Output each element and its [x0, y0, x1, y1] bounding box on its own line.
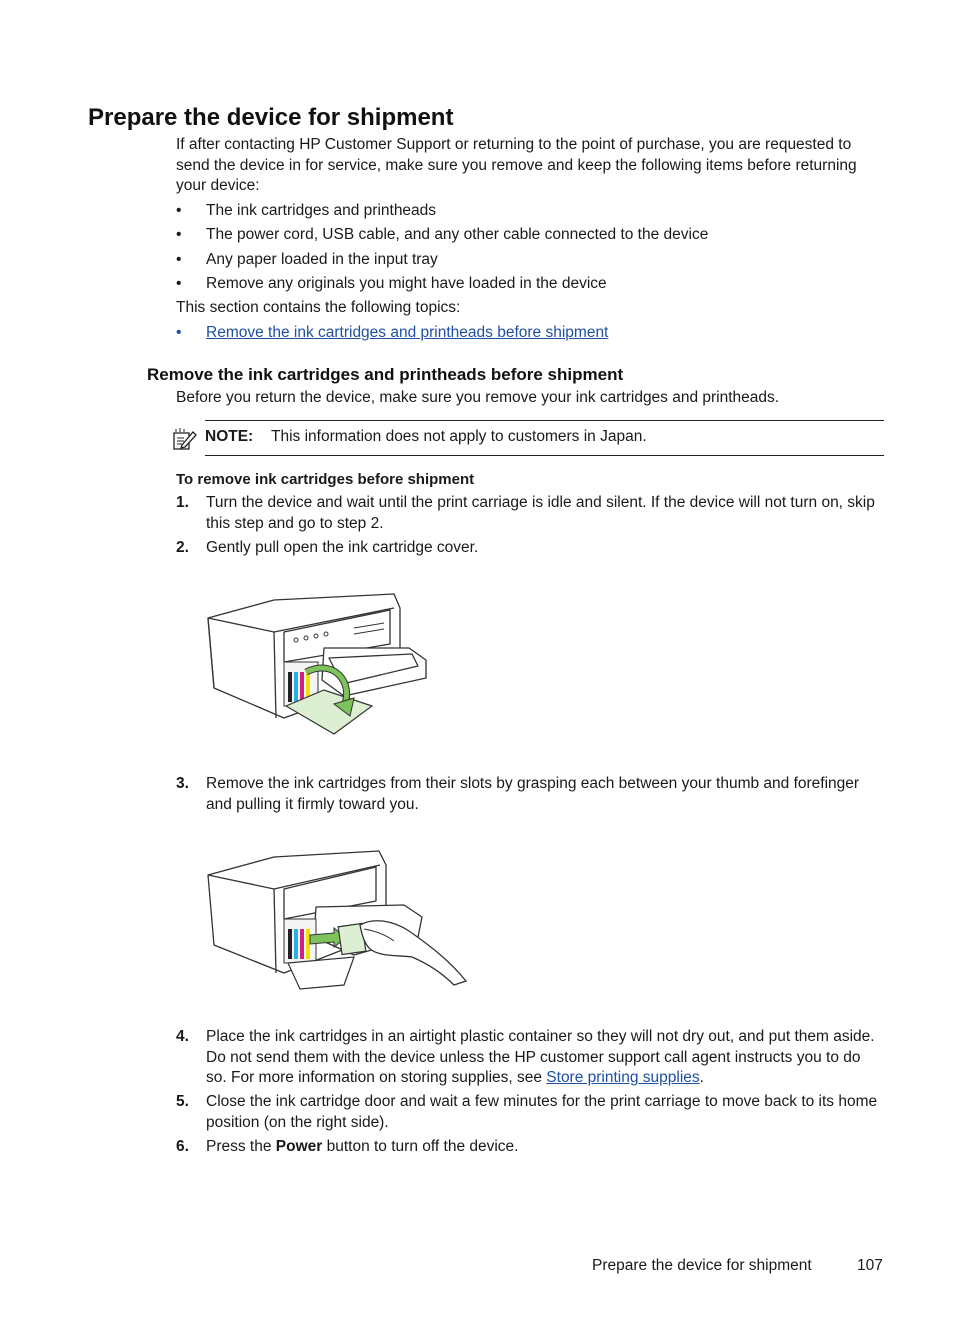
- step-text: Close the ink cartridge door and wait a few minutes for the print carriage to move back to its home position (on the right side).: [206, 1093, 878, 1131]
- store-printing-supplies-link[interactable]: Store printing supplies: [546, 1069, 700, 1086]
- step-number: 2.: [176, 539, 189, 556]
- bullet-marker: •: [176, 251, 182, 268]
- topics-intro: This section contains the following topics:: [176, 299, 461, 316]
- list-item-text: The power cord, USB cable, and any other cable connected to the device: [206, 226, 709, 243]
- page-title: Prepare the device for shipment: [88, 104, 454, 131]
- page-number: 107: [857, 1257, 883, 1274]
- step-text: Gently pull open the ink cartridge cover.: [206, 539, 479, 556]
- step-text: [206, 1027, 884, 1089]
- illustration-remove-cartridges: [204, 845, 468, 991]
- procedure-title: To remove ink cartridges before shipment: [176, 471, 475, 488]
- bullet-marker: •: [176, 324, 182, 341]
- step-number: 4.: [176, 1028, 189, 1045]
- step-number: 6.: [176, 1138, 189, 1155]
- illustration-open-cartridge-cover: [204, 588, 430, 738]
- step-number: 3.: [176, 775, 189, 792]
- section-intro: Before you return the device, make sure you remove your ink cartridges and printheads.: [176, 389, 780, 406]
- step-text-part: .: [699, 1069, 704, 1086]
- intro-paragraph: If after contacting HP Customer Support or returning to the point of purchase, you are requested to send the device in for service, make sure you remove and keep the following items before returning your device:: [176, 136, 857, 194]
- note-pencil-icon: [172, 427, 198, 451]
- step-text: [206, 1137, 884, 1158]
- bullet-marker: •: [176, 226, 182, 243]
- note-box: [205, 420, 884, 456]
- step-number: 1.: [176, 494, 189, 511]
- step-text: Turn the device and wait until the print carriage is idle and silent. If the device will not turn on, skip this step and go to step 2.: [206, 494, 875, 532]
- footer-section-title: Prepare the device for shipment: [592, 1257, 812, 1274]
- step-number: 5.: [176, 1093, 189, 1110]
- note-text: This information does not apply to customers in Japan.: [271, 428, 647, 445]
- step-text-part: Place the ink cartridges in an airtight plastic container so they will not dry out, and put them aside. Do not send them with the device unless the HP customer support call agent instructs you to do so. For more information on storing supplies, see: [206, 1028, 875, 1086]
- power-button-label: Power: [275, 1138, 323, 1155]
- step-text-part: button to turn off the device.: [322, 1138, 519, 1155]
- bullet-marker: •: [176, 275, 182, 292]
- bullet-marker: •: [176, 202, 182, 219]
- list-item-text: Any paper loaded in the input tray: [206, 251, 438, 268]
- note-label: NOTE:: [205, 428, 254, 445]
- section-heading: Remove the ink cartridges and printheads before shipment: [147, 365, 624, 384]
- list-item-text: Remove any originals you might have loaded in the device: [206, 275, 607, 292]
- topic-link-remove-ink[interactable]: Remove the ink cartridges and printheads before shipment: [206, 324, 609, 341]
- step-text: Remove the ink cartridges from their slots by grasping each between your thumb and forefinger and pulling it firmly toward you.: [206, 775, 860, 813]
- list-item-text: The ink cartridges and printheads: [206, 202, 437, 219]
- step-text-part: Press the: [206, 1138, 276, 1155]
